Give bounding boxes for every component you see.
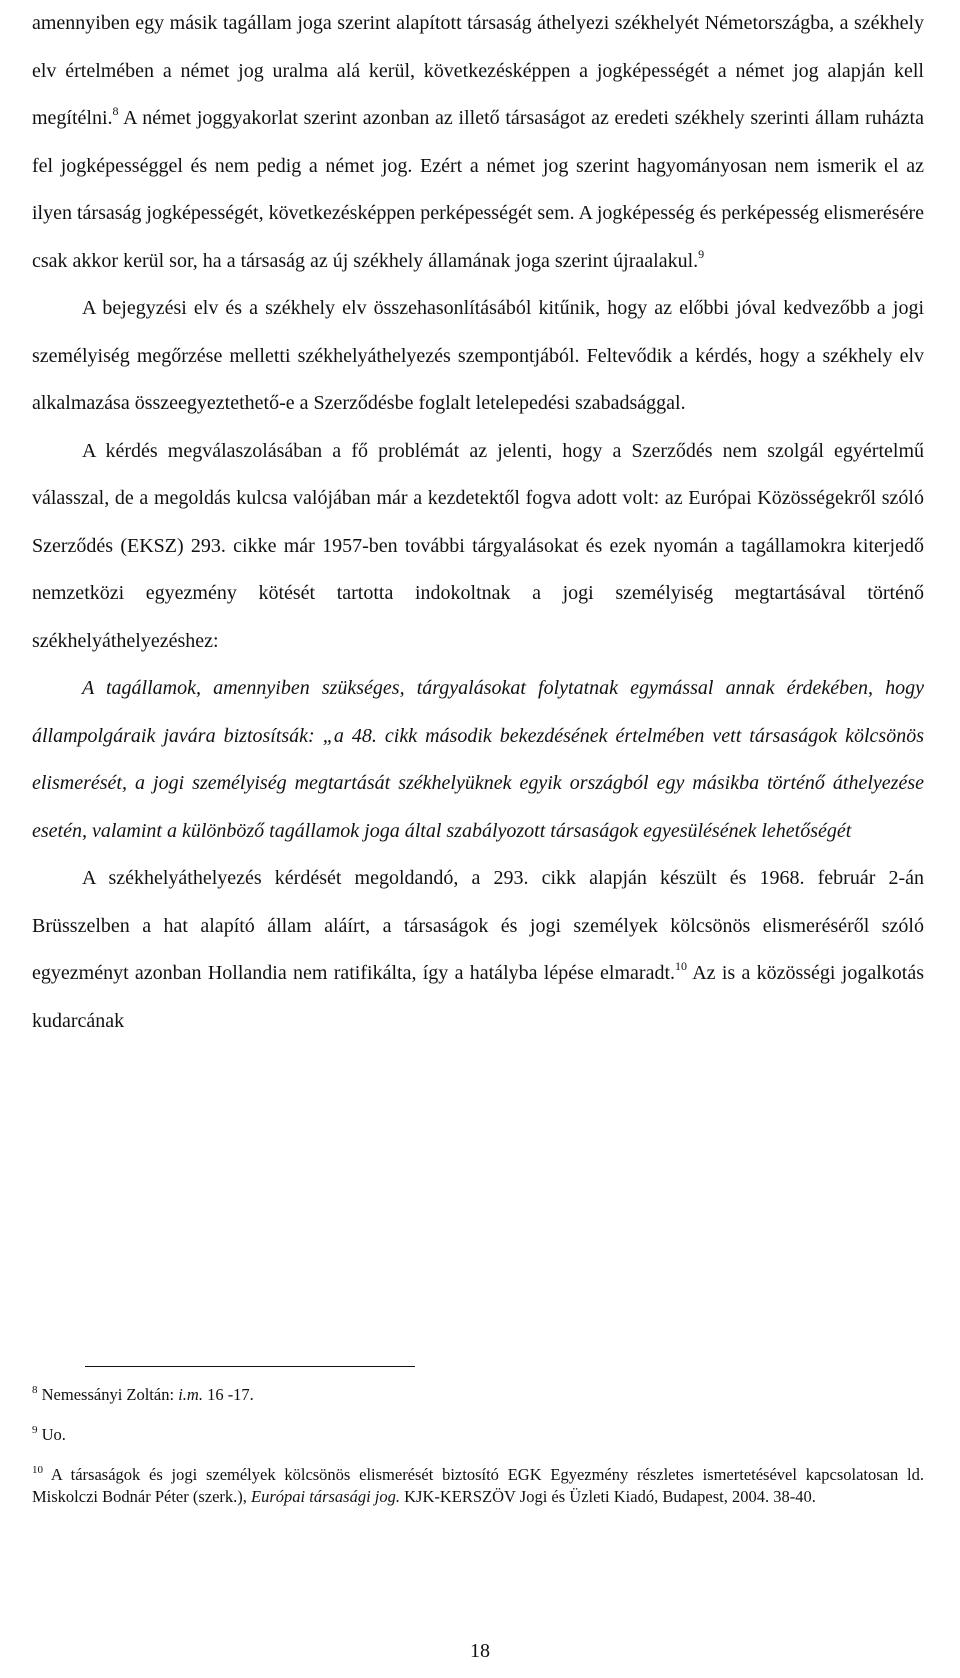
footnote-ref: 10 — [675, 959, 688, 973]
footnote-ref: 8 — [32, 1384, 38, 1396]
footnote-ref: 8 — [112, 104, 119, 118]
paragraph: amennyiben egy másik tagállam joga szerint alapított társaság áthelyezi székhelyét Németországba, a székhely elv értelmében a német jog uralma alá kerül, következésképpen a jogképességét a német jog alapján kell megítélni.$^8$ A német joggyakorlat szerint azonban az illető társaságot az eredeti székhely szerinti állam ruházta fel jogképességgel és nem pedig a német jog. Ezért a német jog szerint hagyományosan nem ismerik el az ilyen társaság jogképességét, következésképpen perképességét sem. A jogképesség és perképesség elismerésére csak akkor kerül sor, ha a társaság az új székhely államának joga szerint újraalakul.$^9$ — [32, 12, 924, 272]
paragraph: A bejegyzési elv és a székhely elv összehasonlításából kitűnik, hogy az előbbi jóval kedvezőbb a jogi személyiség megőrzése melletti székhelyáthelyezés szempontjából. Feltevődik a kérdés, hogy a székhely elv alkalmazása összeegyeztethető-e a Szerződésbe foglalt letelepedési szabadsággal. — [32, 297, 924, 414]
body-text — [32, 0, 924, 1045]
page-number: 18 — [470, 1640, 490, 1662]
footnote-10: $^{10}$ A társaságok és jogi személyek kölcsönös elismerését biztosító EGK Egyezmény részletes ismertetésével kapcsolatosan ld. Miskolczi Bodnár Péter (szerk.), Európai társasági jog. KJK-KERSZÖV Jogi és Üzleti Kiadó, Budapest, 2004. 38-40. — [32, 1464, 924, 1506]
footnote-separator — [85, 1366, 415, 1367]
footnote-ref: 9 — [32, 1424, 38, 1436]
italic-text: i.m. — [178, 1385, 203, 1404]
footnote-9: $^9$ Uo. — [32, 1424, 66, 1444]
paragraph: A kérdés megválaszolásában a fő problémát az jelenti, hogy a Szerződés nem szolgál egyértelmű válasszal, de a megoldás kulcsa valójában már a kezdetektől fogva adott volt: az Európai Közösségekről szóló Szerződés (EKSZ) 293. cikke már 1957-ben további tárgyalásokat és ezek nyomán a tagállamokra kiterjedő nemzetközi egyezmény kötését tartotta indokoltnak a jogi személyiség megtartásával történő székhelyáthelyezéshez: — [32, 439, 924, 652]
block-quote: A tagállamok, amennyiben szükséges, tárgyalásokat folytatnak egymással annak érdekében, hogy állampolgáraik javára biztosítsák: „a 48. cikk második bekezdésének értelmében vett társaságok kölcsönös elismerését, a jogi személyiség megtartását székhelyüknek egyik országból egy másikba történő áthelyezése esetén, valamint a különböző tagállamok joga által szabályozott társaságok egyesülésének lehetőségét — [32, 677, 924, 842]
footnote-8: $^8$ Nemessányi Zoltán: i.m. 16 -17. — [32, 1384, 254, 1404]
italic-text: Európai társasági jog. — [251, 1487, 401, 1506]
paragraph: A székhelyáthelyezés kérdését megoldandó, a 293. cikk alapján készült és 1968. február 2-án Brüsszelben a hat alapító állam aláírt, a társaságok és jogi személyek kölcsönös elismeréséről szóló egyezményt azonban Hollandia nem ratifikálta, így a hatályba lépése elmaradt.$^{10}$ Az is a közösségi jogalkotás kudarcának — [32, 867, 924, 1032]
footnote-ref: 9 — [698, 246, 705, 261]
footnote-ref: 10 — [32, 1464, 43, 1476]
